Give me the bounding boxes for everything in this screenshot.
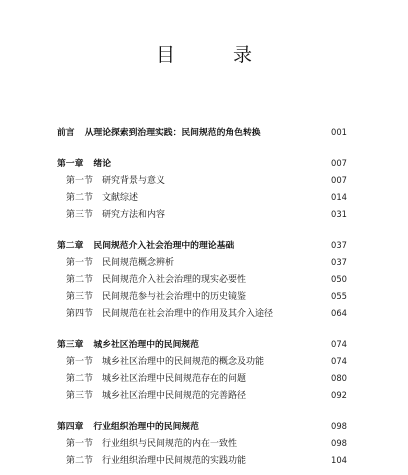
entry-title-text: 民间规范概念辨析 bbox=[102, 258, 175, 268]
toc-entry-title bbox=[57, 289, 319, 306]
page-number: 074 bbox=[331, 339, 347, 349]
entry-title-text: 文献综述 bbox=[102, 193, 139, 203]
section-number: 第二节 bbox=[66, 456, 94, 466]
page-number: 074 bbox=[331, 356, 347, 366]
toc-entry-title bbox=[57, 238, 319, 255]
toc-chapter-entry[interactable] bbox=[57, 124, 347, 141]
page-number: 064 bbox=[331, 308, 347, 318]
entry-title-text: 城乡社区治理中的民间规范的概念及功能 bbox=[102, 357, 265, 367]
section-number: 第三节 bbox=[66, 210, 94, 220]
toc-entry-title bbox=[57, 190, 319, 207]
section-number: 第二节 bbox=[66, 374, 94, 384]
entry-title-text: 城乡社区治理中民间规范的完善路径 bbox=[102, 391, 247, 401]
section-number: 第一节 bbox=[66, 258, 94, 268]
entry-title-text: 行业组织与民间规范的内在一致性 bbox=[102, 439, 238, 449]
toc-section-entry[interactable] bbox=[57, 254, 347, 271]
page-number: 007 bbox=[331, 175, 347, 185]
toc-chapter-entry[interactable] bbox=[57, 155, 347, 172]
toc-section-entry[interactable] bbox=[57, 435, 347, 452]
entry-title-text: 民间规范参与社会治理中的历史镜鉴 bbox=[102, 292, 247, 302]
toc-section-entry[interactable] bbox=[57, 370, 347, 387]
toc-section-entry[interactable] bbox=[57, 305, 347, 322]
chapter-number: 第一章 bbox=[57, 159, 84, 169]
toc-entry-title bbox=[57, 453, 319, 470]
page-number: 031 bbox=[331, 209, 347, 219]
toc-entry-title bbox=[57, 354, 319, 371]
entry-title-text: 城乡社区治理中民间规范存在的问题 bbox=[102, 374, 247, 384]
page-number: 104 bbox=[331, 455, 347, 465]
toc-entry-title bbox=[57, 371, 319, 388]
toc-entry-title bbox=[57, 173, 319, 190]
toc-section-entry[interactable] bbox=[57, 452, 347, 469]
table-of-contents bbox=[57, 124, 347, 469]
entry-title-text: 研究方法和内容 bbox=[102, 210, 166, 220]
entry-title-text: 民间规范介入社会治理中的理论基础 bbox=[93, 241, 235, 251]
entry-title-text: 行业组织治理中民间规范的实践功能 bbox=[102, 456, 247, 466]
page-number: 098 bbox=[331, 438, 347, 448]
toc-section-entry[interactable] bbox=[57, 189, 347, 206]
chapter-number: 前言 bbox=[57, 128, 75, 138]
toc-section-entry[interactable] bbox=[57, 206, 347, 223]
toc-section-entry[interactable] bbox=[57, 288, 347, 305]
toc-entry-title bbox=[57, 388, 319, 405]
section-number: 第二节 bbox=[66, 193, 94, 203]
page-number: 001 bbox=[331, 127, 347, 137]
toc-entry-title bbox=[57, 156, 319, 173]
toc-entry-title bbox=[57, 419, 319, 436]
toc-gap bbox=[57, 141, 347, 155]
toc-entry-title bbox=[57, 207, 319, 224]
page-number: 092 bbox=[331, 390, 347, 400]
chapter-number: 第三章 bbox=[57, 340, 84, 350]
entry-title-text: 行业组织治理中的民间规范 bbox=[93, 422, 199, 432]
page-number: 014 bbox=[331, 192, 347, 202]
toc-entry-title bbox=[57, 306, 319, 323]
entry-title-text: 城乡社区治理中的民间规范 bbox=[93, 340, 199, 350]
toc-gap bbox=[57, 404, 347, 418]
toc-section-entry[interactable] bbox=[57, 172, 347, 189]
toc-chapter-entry[interactable] bbox=[57, 336, 347, 353]
entry-title-text: 民间规范在社会治理中的作用及其介入途径 bbox=[102, 309, 274, 319]
section-number: 第二节 bbox=[66, 275, 94, 285]
page-number: 098 bbox=[331, 421, 347, 431]
page-number: 037 bbox=[331, 257, 347, 267]
toc-gap bbox=[57, 223, 347, 237]
entry-title-text: 从理论探索到治理实践：民间规范的角色转换 bbox=[84, 128, 261, 138]
toc-chapter-entry[interactable] bbox=[57, 418, 347, 435]
entry-title-text: 民间规范介入社会治理的现实必要性 bbox=[102, 275, 247, 285]
section-number: 第一节 bbox=[66, 176, 94, 186]
section-number: 第三节 bbox=[66, 292, 94, 302]
page-number: 055 bbox=[331, 291, 347, 301]
chapter-number: 第四章 bbox=[57, 422, 84, 432]
toc-entry-title bbox=[57, 125, 319, 142]
section-number: 第一节 bbox=[66, 357, 94, 367]
page-number: 080 bbox=[331, 373, 347, 383]
toc-gap bbox=[57, 322, 347, 336]
section-number: 第三节 bbox=[66, 391, 94, 401]
toc-entry-title bbox=[57, 272, 319, 289]
toc-entry-title bbox=[57, 255, 319, 272]
toc-section-entry[interactable] bbox=[57, 353, 347, 370]
page-number: 037 bbox=[331, 240, 347, 250]
entry-title-text: 研究背景与意义 bbox=[102, 176, 166, 186]
toc-entry-title bbox=[57, 436, 319, 453]
toc-entry-title bbox=[57, 337, 319, 354]
chapter-number: 第二章 bbox=[57, 241, 84, 251]
section-number: 第四节 bbox=[66, 309, 94, 319]
toc-chapter-entry[interactable] bbox=[57, 237, 347, 254]
page-number: 050 bbox=[331, 274, 347, 284]
page-title: 目 录 bbox=[155, 44, 279, 66]
page-number: 007 bbox=[331, 158, 347, 168]
toc-section-entry[interactable] bbox=[57, 271, 347, 288]
section-number: 第一节 bbox=[66, 439, 94, 449]
entry-title-text: 绪论 bbox=[93, 159, 112, 169]
toc-section-entry[interactable] bbox=[57, 387, 347, 404]
